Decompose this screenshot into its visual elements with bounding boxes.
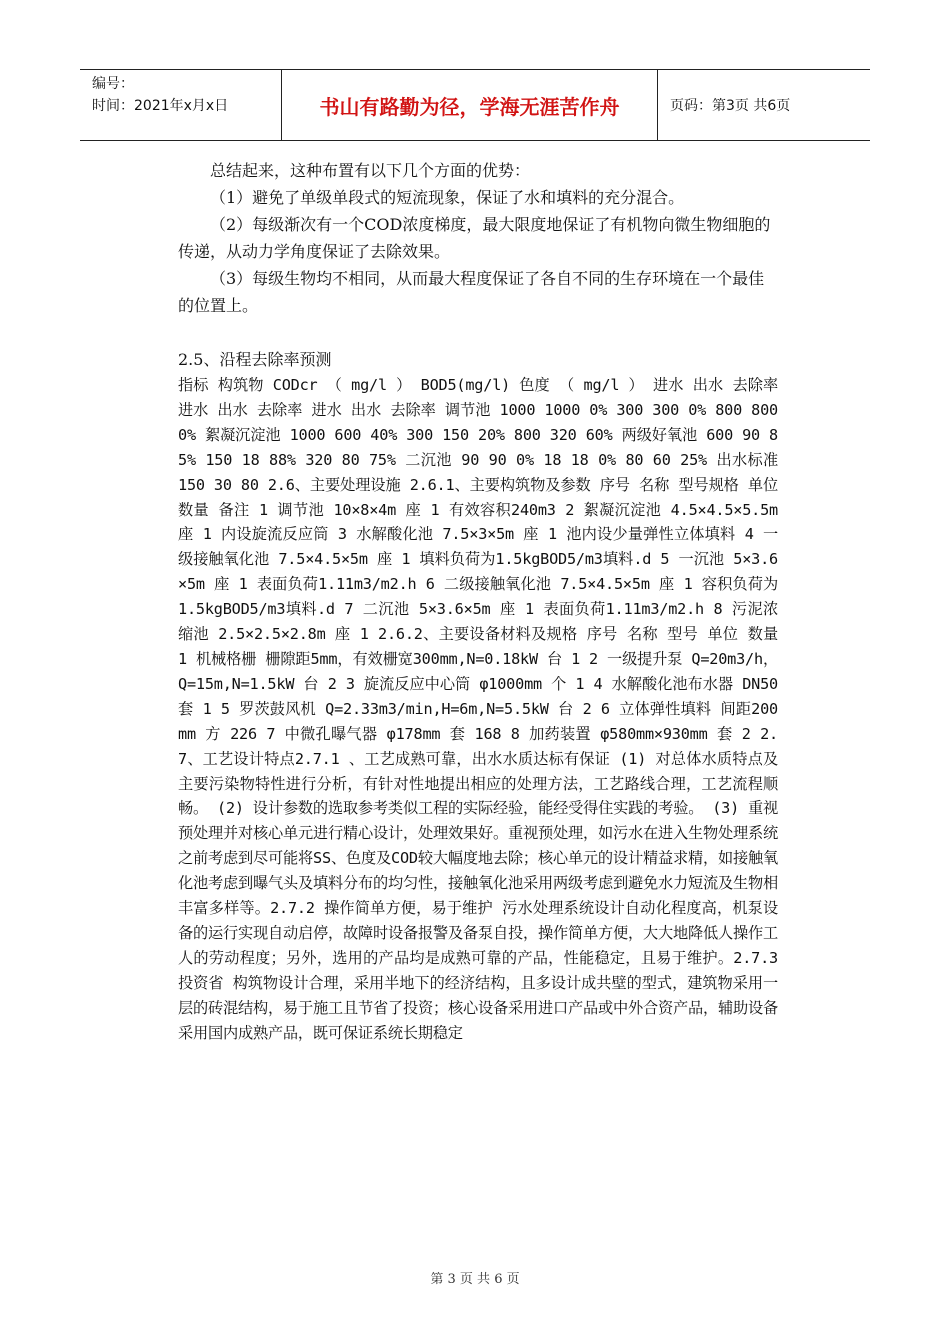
document-body: [178, 157, 778, 1045]
section-heading: 2.5、沿程去除率预测: [178, 350, 332, 369]
page-header: [80, 69, 870, 141]
document-number-label: 编号：: [92, 76, 134, 92]
header-meta: [80, 70, 282, 140]
intro-paragraph: 总结起来，这种布置有以下几个方面的优势：: [210, 161, 531, 180]
paragraph-spacer: [178, 319, 778, 346]
header-page-number: 页码：第3页 共6页: [670, 98, 791, 114]
advantage-point-1: （1）避免了单级单段式的短流现象，保证了水和填料的充分混合。: [210, 188, 685, 207]
advantage-point-2: （2）每级渐次有一个COD浓度梯度，最大限度地保证了有机物向微生物细胞的传递，从动力学角度保证了去除效果。: [178, 215, 771, 261]
page-footer: 第 3 页 共 6 页: [430, 1272, 520, 1287]
document-time-label: 时间：2021年x月x日: [92, 98, 229, 114]
flattened-table-text: 指标 构筑物 CODcr （ mg/l ） BOD5(mg/l) 色度 （ mg/l ） 进水 出水 去除率 进水 出水 去除率 进水 出水 去除率 调节池 1000 1000 0% 300 300 0% 800 800 0% 絮凝沉淀池 1000 600 40% 300 150 20% 800 320 60% 两级好氧池 600 90 85% 150 18 88% 320 80 75% 二沉池 90 90 0% 18 18 0% 80 60 25% 出水标准 150 30 80 2.6、主要处理设施 2.6.1、主要构筑物及参数 序号 名称 型号规格 单位 数量 备注 1 调节池 10×8×4m 座 1 有效容积240m3 2 絮凝沉淀池 4.5×4.5×5.5m 座 1 内设旋流反应筒 3 水解酸化池 7.5×3×5m 座 1 池内设少量弹性立体填料 4 一级接触氧化池 7.5×4.5×5m 座 1 填料负荷为1.5kgBOD5/m3填料.d 5 一沉池 5×3.6×5m 座 1 表面负荷1.11m3/m2.h 6 二级接触氧化池 7.5×4.5×5m 座 1 容积负荷为1.5kgBOD5/m3填料.d 7 二沉池 5×3.6×5m 座 1 表面负荷1.11m3/m2.h 8 污泥浓缩池 2.5×2.5×2.8m 座 1 2.6.2、主要设备材料及规格 序号 名称 型号 单位 数量 1 机械格栅 栅隙距5mm，有效栅宽300mm,N=0.18kW 台 1 2 一级提升泵 Q=20m3/h，Q=15m,N=1.5kW 台 2 3 旋流反应中心筒 φ1000mm 个 1 4 水解酸化池布水器 DN50 套 1 5 罗茨鼓风机 Q=2.33m3/min,H=6m,N=5.5kW 台 2 6 立体弹性填料 间距200mm 方 226 7 中微孔曝气器 φ178mm 套 168 8 加药装置 φ580mm×930mm 套 2 2.7、工艺设计特点2.7.1 、工艺成熟可靠，出水水质达标有保证 (1) 对总体水质特点及主要污染物特性进行分析，有针对性地提出相应的处理方法，工艺路线合理，工艺流程顺畅。 (2) 设计参数的选取参考类似工程的实际经验，能经受得住实践的考验。 (3) 重视预处理并对核心单元进行精心设计，处理效果好。重视预处理，如污水在进入生物处理系统之前考虑到尽可能将SS、色度及COD较大幅度地去除；核心单元的设计精益求精，如接触氧化池考虑到曝气头及填料分布的均匀性，接触氧化池采用两级考虑到避免水力短流及生物相丰富多样等。2.7.2 操作简单方便，易于维护 污水处理系统设计自动化程度高，机泵设备的运行实现自动启停，故障时设备报警及备泵自投，操作简单方便，大大地降低人操作工人的劳动程度；另外，选用的产品均是成熟可靠的产品，性能稳定，且易于维护。2.7.3 投资省 构筑物设计合理，采用半地下的经济结构，且多设计成共壁的型式，建筑物采用一层的砖混结构，易于施工且节省了投资；核心设备采用进口产品或中外合资产品，辅助设备采用国内成熟产品，既可保证系统长期稳定: [178, 376, 778, 1042]
advantage-point-3: （3）每级生物均不相同，从而最大程度保证了各自不同的生存环境在一个最佳的位置上。: [178, 269, 765, 315]
header-motto: 书山有路勤为径，学海无涯苦作舟: [282, 70, 658, 140]
